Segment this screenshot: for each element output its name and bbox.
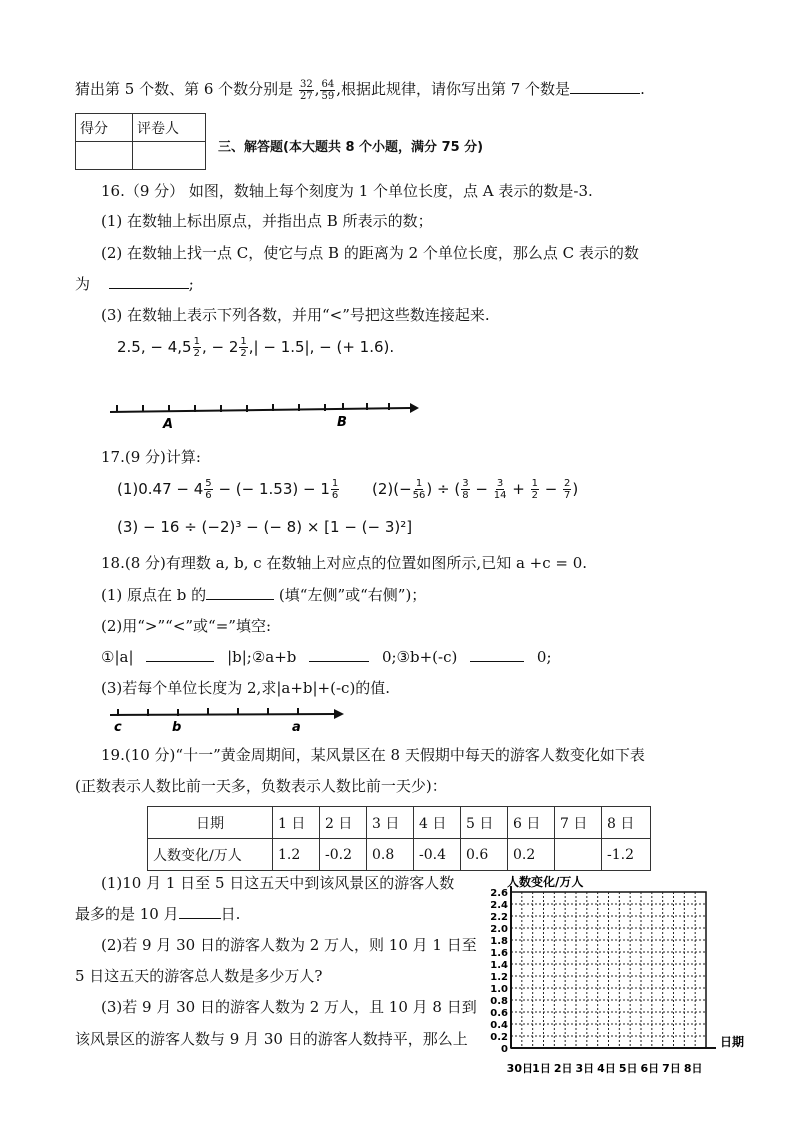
table-header-cell: 3 日	[367, 807, 414, 839]
y-tick-label: 0.8	[490, 996, 508, 1007]
q17-expr2: (2)(− $\frac{1}{56}$ ) ÷ ( $\frac{3}{8}$ − $\frac{3}{14}$ + $\frac{1}{2}$ − $\frac{2}{7}$ )	[372, 478, 579, 501]
q19-part3-cont: 该风景区的游客人数与 9 月 30 日的游客人数持平，那么上	[75, 1030, 468, 1048]
answer-blank[interactable]	[570, 79, 640, 94]
table-cell: 0.6	[461, 839, 508, 871]
q19-stem: 19.(10 分)“十一”黄金周期间，某风景区在 8 天假期中每天的游客人数变化如下表	[101, 746, 645, 764]
intro-text: ,根据此规律，请你写出第 7 个数是	[336, 80, 571, 98]
tourist-table	[147, 806, 651, 871]
y-tick-label: 0.2	[490, 1032, 508, 1043]
q17-expr3: (3) − 16 ÷ (−2)³ − (− 8) × [1 − (− 3)²]	[117, 518, 413, 536]
q19-stem-note: (正数表示人数比前一天多，负数表示人数比前一天少)：	[75, 777, 447, 795]
grader-cell[interactable]	[133, 142, 206, 170]
x-tick-label: 8日	[683, 1062, 703, 1075]
q16-part1: (1) 在数轴上标出原点，并指出点 B 所表示的数；	[101, 212, 433, 230]
table-cell: 0.8	[367, 839, 414, 871]
answer-blank[interactable]	[470, 647, 524, 662]
q16-stem: 16.（9 分） 如图，数轴上每个刻度为 1 个单位长度，点 A 表示的数是-3.	[101, 182, 593, 200]
y-tick-label: 1.2	[490, 972, 508, 983]
point-b-label: b	[172, 720, 182, 735]
q18-part3: (3)若每个单位长度为 2,求|a+b|+(-c)的值.	[101, 679, 391, 697]
y-tick-label: 1.4	[490, 960, 508, 971]
q17-expr1: (1)0.47 − 4 $\frac{5}{6}$ − (− 1.53) − 1 $\frac{1}{6}$	[117, 478, 339, 501]
q18-part1: (1) 原点在 b 的 (填“左侧”或“右侧”)；	[101, 586, 427, 604]
table-cell: 人数变化/万人	[148, 839, 273, 871]
x-tick-label: 1日	[532, 1062, 551, 1075]
y-tick-label: 0.4	[490, 1020, 508, 1031]
intro-text: 猜出第 5 个数、第 6 个数分别是	[75, 80, 294, 98]
x-tick-label: 4日	[597, 1062, 616, 1075]
score-table	[75, 113, 206, 170]
table-header-cell: 日期	[148, 807, 273, 839]
q19-part1: (1)10 月 1 日至 5 日这五天中到该风景区的游客人数	[101, 874, 455, 892]
x-tick-label: 30日	[506, 1062, 533, 1075]
y-tick-label: 1.8	[490, 936, 508, 947]
grid-chart[interactable]	[478, 875, 745, 1076]
q17-stem: 17.(9 分)计算:	[101, 448, 201, 466]
q19-part1-answer: 最多的是 10 月 日.	[75, 905, 241, 923]
table-row	[148, 839, 651, 871]
intro-line: 猜出第 5 个数、第 6 个数分别是 $\frac{32}{27}$ , $\frac{64}{59}$ ,根据此规律，请你写出第 7 个数是 .	[75, 78, 645, 102]
q19-part2-cont: 5 日这五天的游客总人数是多少万人?	[75, 967, 323, 985]
y-tick-label: 0.6	[490, 1008, 508, 1019]
answer-blank[interactable]	[309, 647, 369, 662]
table-cell: 1.2	[273, 839, 320, 871]
score-cell[interactable]	[76, 142, 133, 170]
fraction: $\frac{64}{59}$	[321, 78, 335, 102]
table-header-cell: 2 日	[320, 807, 367, 839]
q18-stem: 18.(8 分)有理数 a, b, c 在数轴上对应点的位置如图所示,已知 a +c = 0.	[101, 554, 588, 572]
q16-part3: (3) 在数轴上表示下列各数，并用“<”号把这些数连接起来.	[101, 306, 490, 324]
point-B-label: B	[337, 415, 347, 430]
q16-part2: (2) 在数轴上找一点 C，使它与点 B 的距离为 2 个单位长度，那么点 C 表示的数	[101, 244, 639, 262]
y-tick-label: 2.4	[490, 900, 508, 911]
y-tick-label: 2.2	[490, 912, 508, 923]
table-header-cell: 5 日	[461, 807, 508, 839]
y-tick-label: 1.6	[490, 948, 508, 959]
table-header-cell: 6 日	[508, 807, 555, 839]
q19-part3: (3)若 9 月 30 日的游客人数为 2 万人，且 10 月 8 日到	[101, 998, 477, 1016]
point-c-label: c	[114, 720, 122, 735]
x-tick-label: 5日	[618, 1062, 638, 1075]
table-cell: -1.2	[602, 839, 651, 871]
table-header-cell: 8 日	[602, 807, 651, 839]
table-cell: 0.2	[508, 839, 555, 871]
point-A-label: A	[163, 417, 174, 432]
number-line-18	[108, 704, 348, 738]
x-axis-title: 日期	[720, 1035, 745, 1049]
q16-numbers: 2.5, − 4,5 $\frac{1}{2}$ , − 2 $\frac{1}{2}$ ,| − 1.5|, − (+ 1.6).	[117, 336, 395, 359]
number-line-16	[105, 398, 425, 434]
table-header-cell: 1 日	[273, 807, 320, 839]
q18-part2-fill: ①|a| |b|;②a+b 0;③b+(-c) 0;	[101, 648, 552, 666]
section-title: 三、解答题(本大题共 8 个小题，满分 75 分)	[218, 140, 484, 155]
table-header-cell: 7 日	[555, 807, 602, 839]
y-tick-label: 2.6	[490, 888, 508, 899]
score-label: 得分	[76, 114, 133, 142]
table-cell[interactable]	[555, 839, 602, 871]
x-tick-label: 6日	[640, 1062, 660, 1075]
grader-label: 评卷人	[133, 114, 206, 142]
table-header-cell: 4 日	[414, 807, 461, 839]
x-tick-label: 2日	[553, 1062, 573, 1075]
answer-blank[interactable]	[146, 647, 214, 662]
y-axis-title: 人数变化/万人	[507, 875, 584, 889]
y-tick-label: 1.0	[490, 984, 508, 995]
y-tick-label: 0	[501, 1044, 508, 1055]
answer-blank[interactable]	[179, 904, 221, 919]
table-row	[148, 807, 651, 839]
x-tick-label: 3日	[575, 1062, 595, 1075]
table-cell: -0.2	[320, 839, 367, 871]
answer-blank[interactable]	[206, 585, 274, 600]
y-tick-label: 2.0	[490, 924, 508, 935]
point-a-label: a	[292, 720, 301, 735]
table-cell: -0.4	[414, 839, 461, 871]
answer-blank[interactable]	[109, 274, 189, 289]
q19-part2: (2)若 9 月 30 日的游客人数为 2 万人，则 10 月 1 日至	[101, 936, 477, 954]
x-tick-label: 7日	[662, 1062, 681, 1075]
q16-part2-answer: 为 ;	[75, 275, 194, 293]
q18-part2: (2)用“>”“<”或“=”填空:	[101, 617, 272, 635]
fraction: $\frac{32}{27}$	[299, 78, 313, 102]
